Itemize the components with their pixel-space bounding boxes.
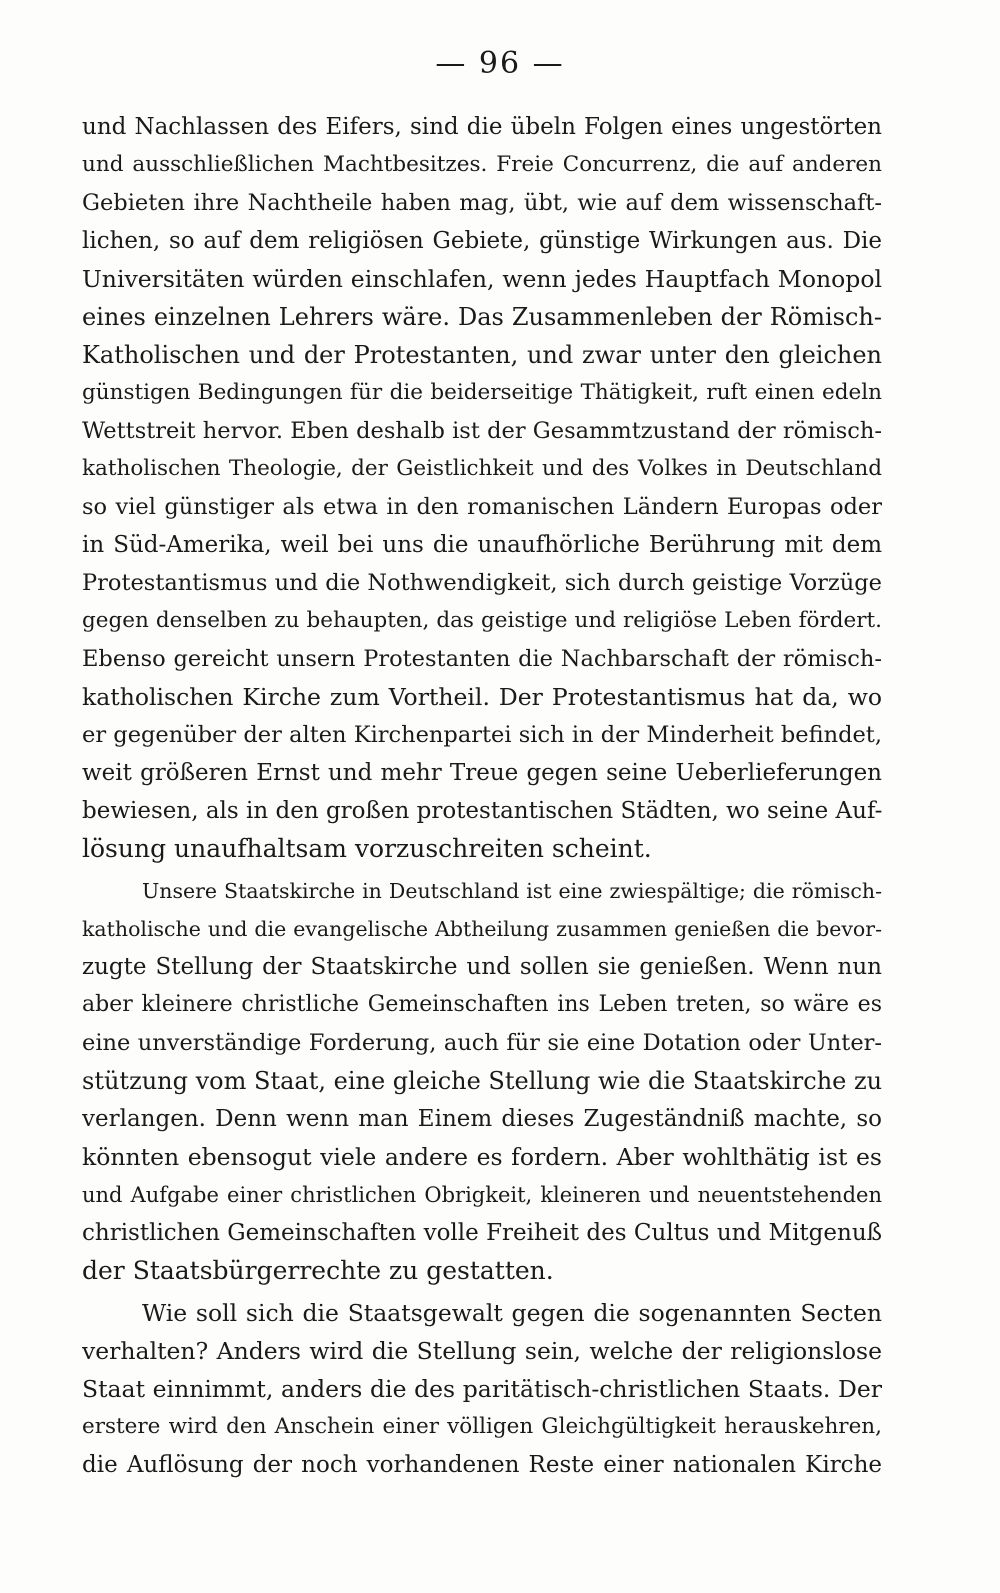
- text-line: eines einzelnen Lehrers wäre. Das Zusammenleben der Römisch-: [82, 303, 882, 331]
- text-line: günstigen Bedingungen für die beiderseitige Thätigkeit, ruft einen edeln: [82, 380, 882, 405]
- text-line: Staat einnimmt, anders die des paritätisch-christlichen Staats. Der: [82, 1375, 882, 1403]
- text-line: aber kleinere christliche Gemeinschaften ins Leben treten, so wäre es: [82, 992, 882, 1017]
- text-line: Wie soll sich die Staatsgewalt gegen die sogenannten Secten: [142, 1299, 882, 1327]
- text-line: katholischen Kirche zum Vortheil. Der Protestantismus hat da, wo: [82, 683, 882, 711]
- text-line: Protestantismus und die Nothwendigkeit, sich durch geistige Vorzüge: [82, 570, 882, 596]
- text-line: könnten ebensogut viele andere es fordern. Aber wohlthätig ist es: [82, 1143, 882, 1171]
- text-line: katholischen Theologie, der Geistlichkeit und des Volkes in Deutschland: [82, 456, 882, 481]
- text-line: gegen denselben zu behaupten, das geistige und religiöse Leben fördert.: [82, 608, 882, 633]
- text-line: erstere wird den Anschein einer völligen Gleichgültigkeit herauskehren,: [82, 1414, 882, 1439]
- text-line: in Süd-Amerika, weil bei uns die unaufhörliche Berührung mit dem: [82, 532, 882, 558]
- text-line: er gegenüber der alten Kirchenpartei sich in der Minderheit befindet,: [82, 722, 882, 748]
- text-line: Wettstreit hervor. Eben deshalb ist der Gesammtzustand der römisch-: [82, 418, 882, 444]
- text-line: Ebenso gereicht unsern Protestanten die Nachbarschaft der römisch-: [82, 646, 882, 672]
- text-line: verlangen. Denn wenn man Einem dieses Zugeständniß machte, so: [82, 1106, 882, 1132]
- body-text: [82, 108, 882, 1484]
- text-line: Gebieten ihre Nachtheile haben mag, übt, wie auf dem wissenschaft-: [82, 190, 882, 216]
- text-line: stützung vom Staat, eine gleiche Stellung wie die Staatskirche zu: [82, 1067, 882, 1095]
- text-line: christlichen Gemeinschaften volle Freiheit des Cultus und Mitgenuß: [82, 1220, 882, 1246]
- text-line: bewiesen, als in den großen protestantischen Städten, wo seine Auf-: [82, 798, 882, 824]
- text-line: Katholischen und der Protestanten, und zwar unter den gleichen: [82, 341, 882, 369]
- paragraph: [82, 872, 882, 1290]
- text-line: lichen, so auf dem religiösen Gebiete, günstige Wirkungen aus. Die: [82, 228, 882, 254]
- text-line: verhalten? Anders wird die Stellung sein, welche der religionslose: [82, 1337, 882, 1365]
- text-line: so viel günstiger als etwa in den romanischen Ländern Europas oder: [82, 494, 882, 520]
- text-line: und Aufgabe einer christlichen Obrigkeit, kleineren und neuentstehenden: [82, 1183, 882, 1207]
- text-line: und Nachlassen des Eifers, sind die übeln Folgen eines ungestörten: [82, 114, 882, 140]
- text-line: lösung unaufhaltsam vorzuschreiten scheint.: [82, 834, 652, 863]
- text-line: und ausschließlichen Machtbesitzes. Freie Concurrenz, die auf anderen: [82, 152, 882, 177]
- text-line: der Staatsbürgerrechte zu gestatten.: [82, 1256, 554, 1285]
- text-line: eine unverständige Forderung, auch für sie eine Dotation oder Unter-: [82, 1030, 882, 1056]
- page-number: — 96 —: [435, 46, 565, 81]
- text-line: zugte Stellung der Staatskirche und sollen sie genießen. Wenn nun: [82, 954, 882, 980]
- text-line: katholische und die evangelische Abtheilung zusammen genießen die bevor-: [82, 917, 882, 941]
- text-line: die Auflösung der noch vorhandenen Reste einer nationalen Kirche: [82, 1452, 882, 1478]
- text-line: Universitäten würden einschlafen, wenn jedes Hauptfach Monopol: [82, 265, 882, 293]
- text-line: Unsere Staatskirche in Deutschland ist eine zwiespältige; die römisch-: [142, 879, 882, 903]
- paragraph: [82, 1294, 882, 1484]
- paragraph: [82, 108, 882, 868]
- text-line: weit größeren Ernst und mehr Treue gegen seine Ueberlieferungen: [82, 760, 882, 786]
